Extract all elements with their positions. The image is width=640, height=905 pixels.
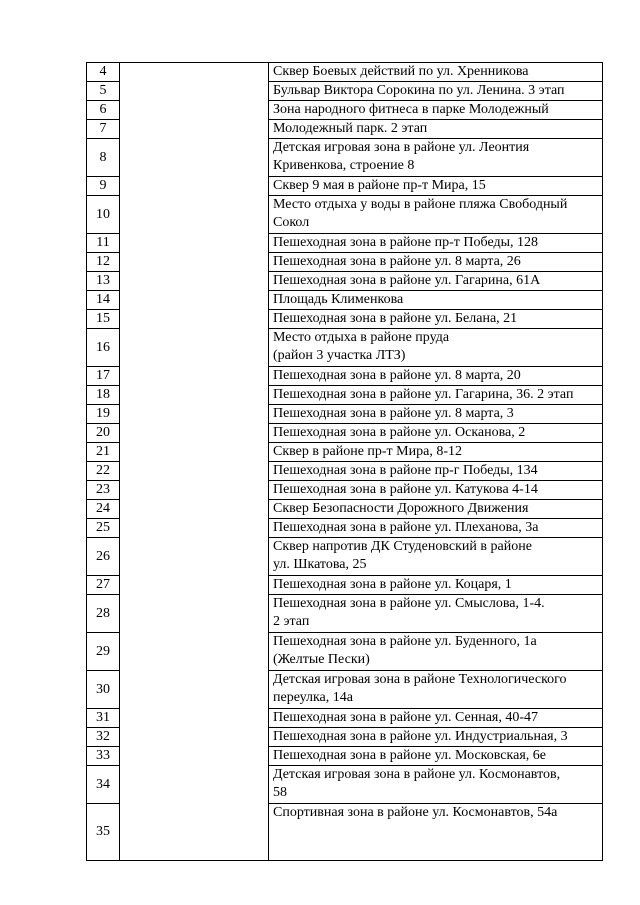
object-name xyxy=(269,139,603,177)
object-name-line: переулка, 14а xyxy=(273,690,353,705)
object-name xyxy=(269,386,603,405)
row-number: 16 xyxy=(87,329,120,367)
object-name-line: Пешеходная зона в районе ул. Смыслова, 1-4. xyxy=(273,596,545,611)
row-number: 9 xyxy=(87,177,120,196)
object-name xyxy=(269,253,603,272)
object-name xyxy=(269,766,603,804)
object-name-line: Площадь Клименкова xyxy=(273,292,404,307)
object-name-line: Пешеходная зона в районе ул. Московская, 6е xyxy=(273,748,546,763)
object-name xyxy=(269,443,603,462)
object-name-line: 2 этап xyxy=(273,614,310,629)
object-name xyxy=(269,367,603,386)
object-name xyxy=(269,405,603,424)
row-number: 5 xyxy=(87,82,120,101)
row-number: 24 xyxy=(87,500,120,519)
object-name-line: Пешеходная зона в районе ул. 8 марта, 3 xyxy=(273,406,514,421)
object-name-line: (Желтые Пески) xyxy=(273,652,370,667)
object-name xyxy=(269,595,603,633)
row-number: 22 xyxy=(87,462,120,481)
object-name-line: (район 3 участка ЛТЗ) xyxy=(273,348,406,363)
object-name-line: Кривенкова, строение 8 xyxy=(273,158,415,173)
row-number: 4 xyxy=(87,63,120,82)
object-name-line: Сквер в районе пр-т Мира, 8-12 xyxy=(273,444,462,459)
row-number: 13 xyxy=(87,272,120,291)
objects-table-body xyxy=(87,63,603,861)
object-name-line: Пешеходная зона в районе ул. Гагарина, 36. 2 этап xyxy=(273,387,574,402)
object-name xyxy=(269,177,603,196)
row-number: 20 xyxy=(87,424,120,443)
object-name-line: Бульвар Виктора Сорокина по ул. Ленина. 3 этап xyxy=(273,83,565,98)
object-name xyxy=(269,747,603,766)
object-name-line: Детская игровая зона в районе Технологического xyxy=(273,672,567,687)
object-name xyxy=(269,481,603,500)
object-name-line: Пешеходная зона в районе ул. 8 марта, 20 xyxy=(273,368,521,383)
objects-table xyxy=(86,62,603,861)
row-number: 30 xyxy=(87,671,120,709)
object-name-line: Сквер 9 мая в районе пр-т Мира, 15 xyxy=(273,178,486,193)
row-number: 31 xyxy=(87,709,120,728)
object-name-line: Пешеходная зона в районе ул. Буденного, 1а xyxy=(273,634,537,649)
row-number: 18 xyxy=(87,386,120,405)
object-name-line: Пешеходная зона в районе ул. 8 марта, 26 xyxy=(273,254,521,269)
row-number: 19 xyxy=(87,405,120,424)
row-number: 34 xyxy=(87,766,120,804)
object-name-line: Детская игровая зона в районе ул. Космонавтов, xyxy=(273,767,561,782)
object-name-line: Пешеходная зона в районе пр-г Победы, 134 xyxy=(273,463,538,478)
row-number: 17 xyxy=(87,367,120,386)
object-name-line: Зона народного фитнеса в парке Молодежный xyxy=(273,102,549,117)
object-name-line: Спортивная зона в районе ул. Космонавтов, 54а xyxy=(273,805,558,820)
object-name-line: Детская игровая зона в районе ул. Леонтия xyxy=(273,140,530,155)
object-name-line: Пешеходная зона в районе ул. Коцаря, 1 xyxy=(273,577,512,592)
row-number: 32 xyxy=(87,728,120,747)
object-name-line: Пешеходная зона в районе ул. Сенная, 40-47 xyxy=(273,710,539,725)
object-name xyxy=(269,291,603,310)
object-name xyxy=(269,82,603,101)
object-name xyxy=(269,310,603,329)
object-name xyxy=(269,538,603,576)
object-name-line: Сквер напротив ДК Студеновский в районе xyxy=(273,539,532,554)
object-name xyxy=(269,63,603,82)
object-name xyxy=(269,234,603,253)
object-name xyxy=(269,709,603,728)
object-name-line: Пешеходная зона в районе ул. Гагарина, 61А xyxy=(273,273,541,288)
object-name xyxy=(269,519,603,538)
object-name-line: 58 xyxy=(273,785,287,800)
object-name xyxy=(269,728,603,747)
object-name-line: Пешеходная зона в районе ул. Белана, 21 xyxy=(273,311,518,326)
row-number: 11 xyxy=(87,234,120,253)
row-number: 21 xyxy=(87,443,120,462)
object-name xyxy=(269,500,603,519)
object-name xyxy=(269,329,603,367)
object-name-line: Пешеходная зона в районе ул. Катукова 4-14 xyxy=(273,482,538,497)
object-name xyxy=(269,462,603,481)
object-name xyxy=(269,101,603,120)
row-number: 28 xyxy=(87,595,120,633)
object-name xyxy=(269,272,603,291)
object-name xyxy=(269,196,603,234)
object-name xyxy=(269,633,603,671)
object-name-line: Место отдыха у воды в районе пляжа Свободный xyxy=(273,197,568,212)
object-name-line: Сквер Безопасности Дорожного Движения xyxy=(273,501,529,516)
object-name-line: Сокол xyxy=(273,215,310,230)
object-name xyxy=(269,424,603,443)
row-number: 14 xyxy=(87,291,120,310)
object-name xyxy=(269,120,603,139)
row-number: 7 xyxy=(87,120,120,139)
row-number: 25 xyxy=(87,519,120,538)
row-number: 15 xyxy=(87,310,120,329)
object-name xyxy=(269,671,603,709)
object-name xyxy=(269,804,603,861)
row-number: 12 xyxy=(87,253,120,272)
row-number: 27 xyxy=(87,576,120,595)
object-name xyxy=(269,576,603,595)
object-name-line: Пешеходная зона в районе ул. Осканова, 2 xyxy=(273,425,526,440)
object-name-line: Молодежный парк. 2 этап xyxy=(273,121,428,136)
row-number: 6 xyxy=(87,101,120,120)
row-number: 26 xyxy=(87,538,120,576)
row-number: 29 xyxy=(87,633,120,671)
row-number: 8 xyxy=(87,139,120,177)
empty-middle-column xyxy=(120,63,269,861)
object-name-line: Место отдыха в районе пруда xyxy=(273,330,450,345)
object-name-line: Сквер Боевых действий по ул. Хренникова xyxy=(273,64,529,79)
row-number: 33 xyxy=(87,747,120,766)
object-name-line: Пешеходная зона в районе пр-т Победы, 128 xyxy=(273,235,539,250)
object-name-line: ул. Шкатова, 25 xyxy=(273,557,367,572)
object-name-line: Пешеходная зона в районе ул. Плеханова, 3а xyxy=(273,520,539,535)
row-number: 23 xyxy=(87,481,120,500)
object-name-line: Пешеходная зона в районе ул. Индустриальная, 3 xyxy=(273,729,568,744)
table-row xyxy=(87,63,603,82)
row-number: 10 xyxy=(87,196,120,234)
row-number: 35 xyxy=(87,804,120,861)
